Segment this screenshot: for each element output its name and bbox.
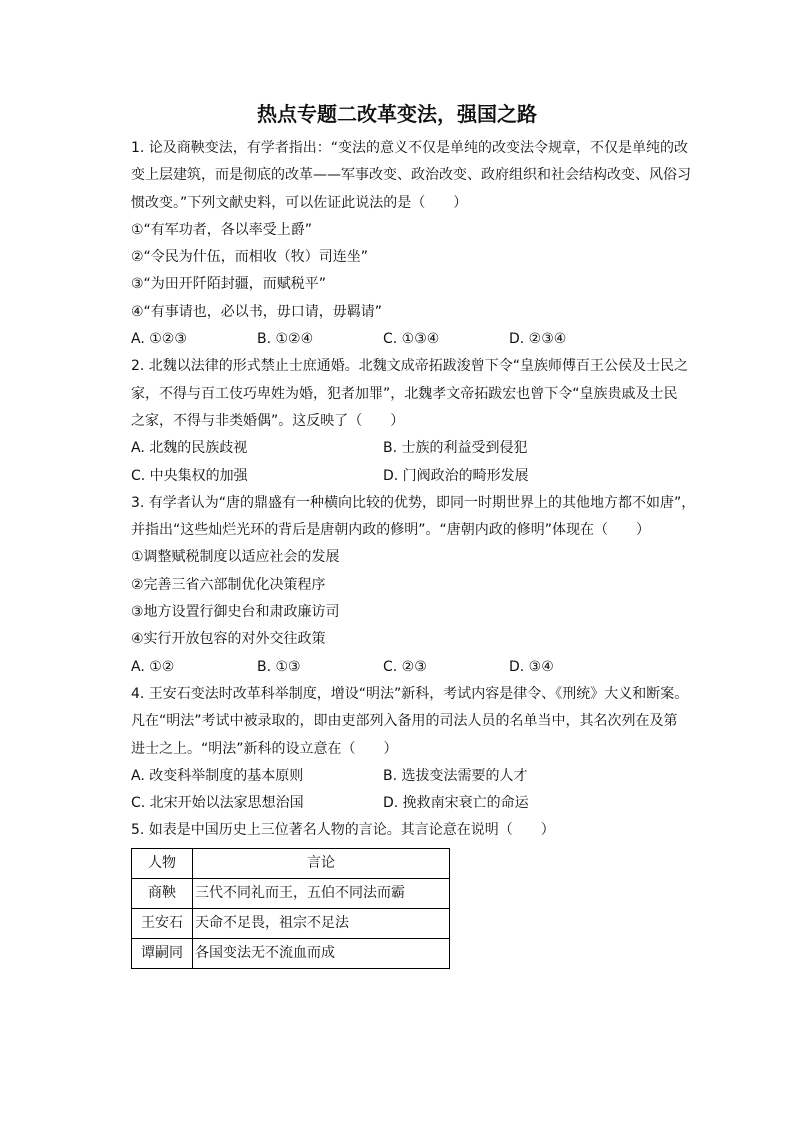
question-1-item: ②“令民为什伍，而相收（牧）司连坐” xyxy=(131,249,369,266)
question-3 xyxy=(131,490,706,681)
question-4-options-row xyxy=(131,790,706,817)
question-5-stem-line: 5. 如表是中国历史上三位著名人物的言论。其言论意在说明（ ） xyxy=(131,822,555,839)
table-row xyxy=(132,878,450,908)
option-c[interactable]: C. ②③ xyxy=(383,658,427,675)
option-b[interactable]: B. ①③ xyxy=(257,658,301,675)
question-3-stem-line: 并指出“这些灿烂光环的背后是唐朝内政的修明”。“唐朝内政的修明”体现在（ ） xyxy=(131,522,651,539)
question-4-stem-line: 凡在“明法”考试中被录取的，即由吏部列入备用的司法人员的名单当中，其名次列在及第 xyxy=(131,713,678,730)
question-3-options xyxy=(131,654,706,681)
option-b[interactable]: B. 士族的利益受到侵犯 xyxy=(383,440,528,457)
option-c[interactable]: C. 北宋开始以法家思想治国 xyxy=(131,795,304,812)
question-2-options-row xyxy=(131,435,706,462)
question-1-item: ③“为田开阡陌封疆，而赋税平” xyxy=(131,276,327,293)
table-cell-quote: 天命不足畏，祖宗不足法 xyxy=(193,908,450,938)
option-b[interactable]: B. 选拔变法需要的人才 xyxy=(383,767,528,784)
question-4 xyxy=(131,681,706,817)
question-3-stem-line: 3. 有学者认为“唐的鼎盛有一种横向比较的优势，即同一时期世界上的其他地方都不如唐”， xyxy=(131,494,696,511)
page-title: 热点专题二改革变法，强国之路 xyxy=(257,102,537,126)
table-header-cell: 言论 xyxy=(193,848,450,878)
question-1-options xyxy=(131,326,706,353)
question-3-item: ④实行开放包容的对外交往政策 xyxy=(131,631,326,648)
table-cell-person: 谭嗣同 xyxy=(132,938,193,968)
option-a[interactable]: A. 改变科举制度的基本原则 xyxy=(131,767,304,784)
question-1-stem-line: 变上层建筑，而是彻底的改革——军事改变、政治改变、政府组织和社会结构改变、风俗习 xyxy=(131,167,691,184)
question-1-item: ①“有军功者，各以率受上爵” xyxy=(131,221,313,238)
question-2-stem-line: 2. 北魏以法律的形式禁止士庶通婚。北魏文成帝拓跋浚曾下令“皇族师傅百王公侯及士民之 xyxy=(131,358,689,375)
question-5 xyxy=(131,817,706,968)
table-cell-person: 王安石 xyxy=(132,908,193,938)
question-4-options-row xyxy=(131,763,706,790)
question-4-stem-line: 进士之上。“明法”新科的设立意在（ ） xyxy=(131,740,398,757)
option-a[interactable]: A. 北魏的民族歧视 xyxy=(131,440,248,457)
question-4-stem-line: 4. 王安石变法时改革科举制度，增设“明法”新科，考试内容是律令、《刑统》大义和断案。 xyxy=(131,685,689,702)
question-2 xyxy=(131,353,706,489)
question-3-item: ②完善三省六部制优化决策程序 xyxy=(131,576,326,593)
option-d[interactable]: D. 挽救南宋衰亡的命运 xyxy=(383,795,529,812)
table-header-cell: 人物 xyxy=(132,848,193,878)
table-header-row xyxy=(132,848,450,878)
option-a[interactable]: A. ①② xyxy=(131,658,175,675)
question-1-stem-line: 1. 论及商鞅变法，有学者指出：“变法的意义不仅是单纯的改变法令规章，不仅是单纯的改 xyxy=(131,140,689,156)
option-c[interactable]: C. 中央集权的加强 xyxy=(131,467,248,484)
question-2-stem-line: 家，不得与百工伎巧卑姓为婚，犯者加罪”，北魏孝文帝拓跋宏也曾下令“皇族贵戚及士民 xyxy=(131,385,678,402)
quotes-table xyxy=(131,848,450,969)
question-3-item: ③地方设置行御史台和肃政廉访司 xyxy=(131,604,340,621)
question-2-options-row xyxy=(131,463,706,490)
option-c[interactable]: C. ①③④ xyxy=(383,331,440,348)
question-1 xyxy=(131,135,706,353)
question-2-stem-line: 之家，不得与非类婚偶”。这反映了（ ） xyxy=(131,412,405,429)
question-1-stem-line: 惯改变。”下列文献史料，可以佐证此说法的是（ ） xyxy=(131,194,468,211)
question-1-item: ④“有事请也，必以书，毋口请，毋羁请” xyxy=(131,303,383,320)
option-d[interactable]: D. ③④ xyxy=(509,658,554,675)
table-row xyxy=(132,908,450,938)
option-b[interactable]: B. ①②④ xyxy=(257,331,314,348)
table-cell-quote: 三代不同礼而王，五伯不同法而霸 xyxy=(193,878,450,908)
table-cell-quote: 各国变法无不流血而成 xyxy=(193,938,450,968)
option-d[interactable]: D. 门阀政治的畸形发展 xyxy=(383,467,529,484)
option-d[interactable]: D. ②③④ xyxy=(509,331,567,348)
question-list xyxy=(131,135,706,969)
table-row xyxy=(132,938,450,968)
option-a[interactable]: A. ①②③ xyxy=(131,331,187,348)
question-3-item: ①调整赋税制度以适应社会的发展 xyxy=(131,549,340,566)
table-cell-person: 商鞅 xyxy=(132,878,193,908)
